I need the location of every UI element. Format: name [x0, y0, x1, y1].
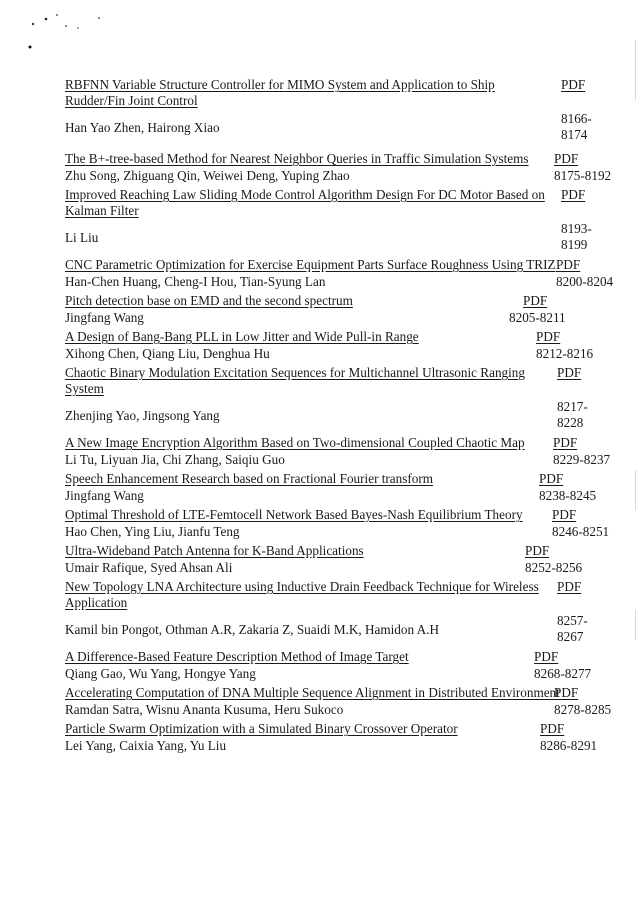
scan-edge-mark — [635, 610, 636, 640]
pdf-link[interactable]: PDF — [536, 329, 561, 344]
article-title-link[interactable]: Pitch detection base on EMD and the second spectrum — [65, 293, 353, 308]
toc-entry — [65, 435, 625, 471]
toc-entry — [65, 543, 625, 579]
article-title-link[interactable]: A Design of Bang-Bang PLL in Low Jitter and Wide Pull-in Range — [65, 329, 419, 344]
article-authors: Jingfang Wang — [65, 488, 144, 503]
article-authors: Xihong Chen, Qiang Liu, Denghua Hu — [65, 346, 270, 361]
pdf-link[interactable]: PDF — [561, 77, 586, 92]
page-range: 8278-8285 — [554, 702, 612, 717]
article-title-link[interactable]: Speech Enhancement Research based on Fractional Fourier transform — [65, 471, 434, 486]
pdf-link[interactable]: PDF — [557, 365, 582, 380]
page-range: 8246-8251 — [552, 524, 610, 539]
article-authors: Hao Chen, Ying Liu, Jianfu Teng — [65, 524, 240, 539]
page-range: 8175-8192 — [554, 168, 612, 183]
page-range: 8166-8174 — [561, 111, 592, 142]
toc-entry — [65, 187, 625, 257]
article-authors: Lei Yang, Caixia Yang, Yu Liu — [65, 738, 227, 753]
article-authors: Han-Chen Huang, Cheng-I Hou, Tian-Syung Lan — [65, 274, 326, 289]
pdf-link[interactable]: PDF — [523, 293, 548, 308]
scan-edge-mark — [635, 40, 636, 100]
pdf-link[interactable]: PDF — [534, 649, 559, 664]
page-range: 8193-8199 — [561, 221, 592, 252]
page-range: 8286-8291 — [540, 738, 598, 753]
scan-specks — [0, 0, 638, 70]
article-authors: Jingfang Wang — [65, 310, 144, 325]
article-title-link[interactable]: Optimal Threshold of LTE-Femtocell Network Based Bayes-Nash Equilibrium Theory — [65, 507, 523, 522]
article-authors: Kamil bin Pongot, Othman A.R, Zakaria Z, Suaidi M.K, Hamidon A.H — [65, 622, 439, 637]
pdf-link[interactable]: PDF — [556, 257, 581, 272]
pdf-link[interactable]: PDF — [539, 471, 564, 486]
article-title-link[interactable]: A New Image Encryption Algorithm Based on Two-dimensional Coupled Chaotic Map — [65, 435, 525, 450]
pdf-link[interactable]: PDF — [554, 151, 579, 166]
toc-entry — [65, 329, 625, 365]
toc-entry — [65, 77, 625, 147]
article-title-link[interactable]: New Topology LNA Architecture using Inductive Drain Feedback Technique for Wireless Application — [65, 579, 539, 610]
page-range: 8257-8267 — [557, 613, 588, 644]
toc-entry — [65, 471, 625, 507]
article-title-link[interactable]: The B+-tree-based Method for Nearest Neighbor Queries in Traffic Simulation Systems — [65, 151, 529, 166]
article-authors: Li Liu — [65, 230, 99, 245]
article-authors: Zhenjing Yao, Jingsong Yang — [65, 408, 220, 423]
toc-entry — [65, 257, 625, 293]
article-title-link[interactable]: Accelerating Computation of DNA Multiple Sequence Alignment in Distributed Environment — [65, 685, 560, 700]
pdf-link[interactable]: PDF — [553, 435, 578, 450]
pdf-link[interactable]: PDF — [554, 685, 579, 700]
page-range: 8200-8204 — [556, 274, 614, 289]
toc-entry — [65, 151, 625, 187]
toc-entry — [65, 579, 625, 649]
article-title-link[interactable]: Improved Reaching Law Sliding Mode Control Algorithm Design For DC Motor Based on Kalman Filter — [65, 187, 545, 218]
article-title-link[interactable]: Chaotic Binary Modulation Excitation Sequences for Multichannel Ultrasonic Ranging System — [65, 365, 525, 396]
article-authors: Umair Rafique, Syed Ahsan Ali — [65, 560, 233, 575]
article-authors: Han Yao Zhen, Hairong Xiao — [65, 120, 220, 135]
toc-entry — [65, 293, 625, 329]
article-authors: Qiang Gao, Wu Yang, Hongye Yang — [65, 666, 256, 681]
article-title-link[interactable]: RBFNN Variable Structure Controller for MIMO System and Application to Ship Rudder/Fin Joint Control — [65, 77, 495, 108]
toc-entry — [65, 721, 625, 757]
article-authors: Ramdan Satra, Wisnu Ananta Kusuma, Heru Sukoco — [65, 702, 344, 717]
article-authors: Zhu Song, Zhiguang Qin, Weiwei Deng, Yuping Zhao — [65, 168, 350, 183]
pdf-link[interactable]: PDF — [557, 579, 582, 594]
page-range: 8212-8216 — [536, 346, 594, 361]
page-range: 8205-8211 — [509, 310, 566, 325]
article-title-link[interactable]: A Difference-Based Feature Description Method of Image Target — [65, 649, 409, 664]
page-range: 8238-8245 — [539, 488, 597, 503]
article-title-link[interactable]: Ultra-Wideband Patch Antenna for K-Band Applications — [65, 543, 364, 558]
pdf-link[interactable]: PDF — [525, 543, 550, 558]
toc-entry — [65, 507, 625, 543]
pdf-link[interactable]: PDF — [552, 507, 577, 522]
table-of-contents — [65, 77, 625, 757]
toc-entry — [65, 685, 625, 721]
page-range: 8229-8237 — [553, 452, 611, 467]
pdf-link[interactable]: PDF — [561, 187, 586, 202]
toc-entry — [65, 365, 625, 435]
page-range: 8217-8228 — [557, 399, 588, 430]
article-title-link[interactable]: CNC Parametric Optimization for Exercise Equipment Parts Surface Roughness Using TRIZ — [65, 257, 556, 272]
article-title-link[interactable]: Particle Swarm Optimization with a Simulated Binary Crossover Operator — [65, 721, 458, 736]
page-range: 8268-8277 — [534, 666, 592, 681]
pdf-link[interactable]: PDF — [540, 721, 565, 736]
scan-edge-mark — [635, 470, 636, 510]
page-range: 8252-8256 — [525, 560, 583, 575]
article-authors: Li Tu, Liyuan Jia, Chi Zhang, Saiqiu Guo — [65, 452, 285, 467]
toc-entry — [65, 649, 625, 685]
